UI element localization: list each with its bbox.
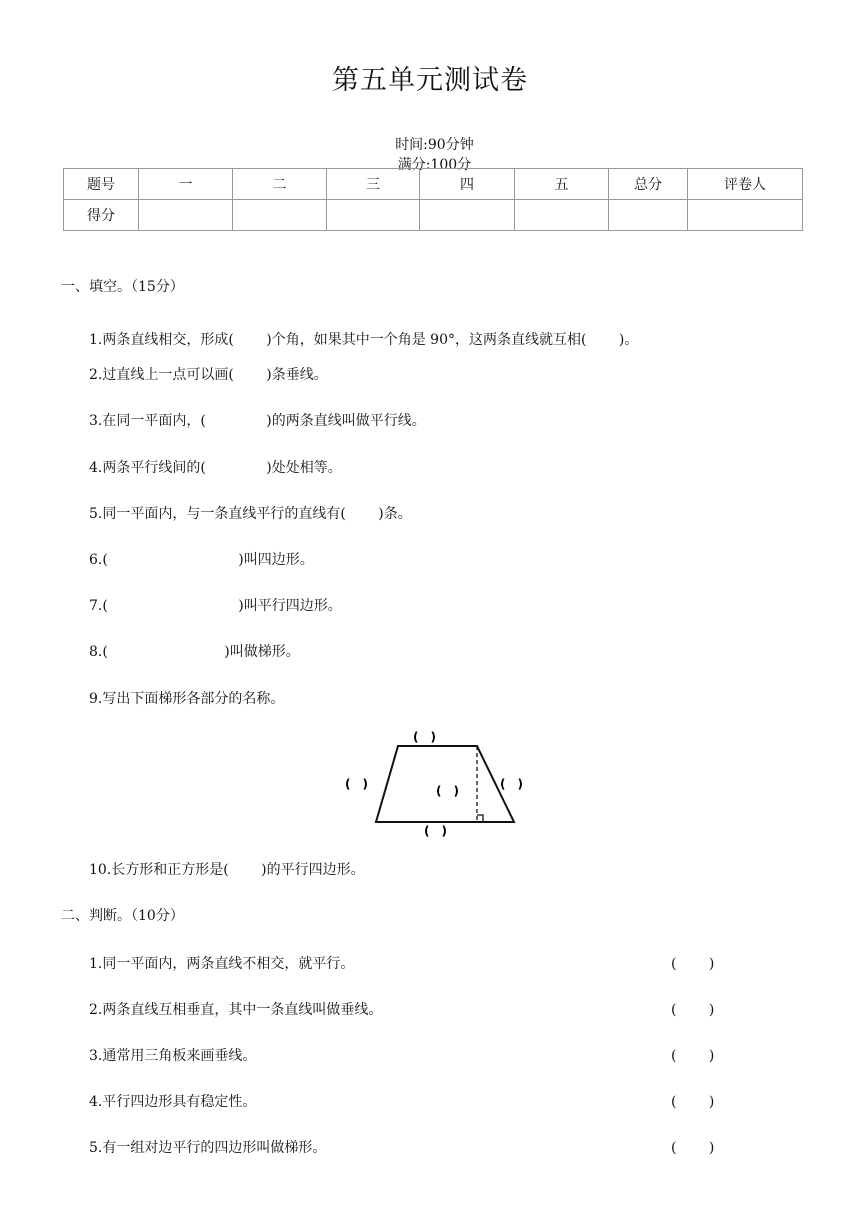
judge-item: 2.两条直线互相垂直，其中一条直线叫做垂线。 <box>89 1002 383 1018</box>
question-item: 7.( )叫平行四边形。 <box>89 598 342 614</box>
exam-meta <box>0 118 860 174</box>
answer-blank[interactable]: ( ) <box>671 1002 715 1018</box>
section-heading: 二、判断。（10分） <box>61 908 184 924</box>
right-angle-mark <box>477 815 483 822</box>
score-cell[interactable] <box>327 200 420 231</box>
judge-item: 3.通常用三角板来画垂线。 <box>89 1048 257 1064</box>
question-item: 6.( )叫四边形。 <box>89 552 314 568</box>
label-top-base: ( ) <box>413 730 436 744</box>
header-cell: 二 <box>233 169 327 200</box>
score-cell[interactable] <box>233 200 327 231</box>
section-heading: 一、填空。（15分） <box>61 279 184 295</box>
label-left-leg: ( ) <box>345 777 368 791</box>
trapezoid-diagram <box>340 724 550 840</box>
judge-item: 1.同一平面内，两条直线不相交，就平行。 <box>89 956 355 972</box>
question-item: 9.写出下面梯形各部分的名称。 <box>89 691 285 707</box>
header-cell: 总分 <box>609 169 688 200</box>
judge-item: 5.有一组对边平行的四边形叫做梯形。 <box>89 1140 327 1156</box>
exam-time: 时间:90分钟 <box>395 137 474 153</box>
row-label: 得分 <box>64 200 139 231</box>
answer-blank[interactable]: ( ) <box>671 1048 715 1064</box>
header-cell: 题号 <box>64 169 139 200</box>
header-cell: 一 <box>139 169 233 200</box>
score-cell[interactable] <box>515 200 609 231</box>
question-item: 8.( )叫做梯形。 <box>89 644 300 660</box>
question-item: 4.两条平行线间的( )处处相等。 <box>89 460 342 476</box>
score-cell[interactable] <box>609 200 688 231</box>
header-cell: 五 <box>515 169 609 200</box>
page-title: 第五单元测试卷 <box>332 65 528 96</box>
question-item: 3.在同一平面内，( )的两条直线叫做平行线。 <box>89 413 426 429</box>
header-cell: 评卷人 <box>688 169 803 200</box>
header-cell: 四 <box>420 169 515 200</box>
answer-blank[interactable]: ( ) <box>671 1094 715 1110</box>
label-height: ( ) <box>436 784 459 798</box>
score-cell[interactable] <box>420 200 515 231</box>
answer-blank[interactable]: ( ) <box>671 1140 715 1156</box>
exam-full-score: 满分:100分 <box>397 157 472 173</box>
answer-blank[interactable]: ( ) <box>671 956 715 972</box>
question-item: 1.两条直线相交，形成( )个角，如果其中一个角是 90°，这两条直线就互相( )。 <box>89 332 639 348</box>
question-item: 10.长方形和正方形是( )的平行四边形。 <box>89 862 365 878</box>
question-item: 5.同一平面内，与一条直线平行的直线有( )条。 <box>89 506 412 522</box>
score-table <box>63 168 803 231</box>
label-right-leg: ( ) <box>500 777 523 791</box>
score-cell[interactable] <box>688 200 803 231</box>
score-table-header-row <box>64 169 803 200</box>
header-cell: 三 <box>327 169 420 200</box>
question-item: 2.过直线上一点可以画( )条垂线。 <box>89 367 328 383</box>
score-cell[interactable] <box>139 200 233 231</box>
label-bottom-base: ( ) <box>424 824 447 838</box>
judge-item: 4.平行四边形具有稳定性。 <box>89 1094 257 1110</box>
score-table-score-row <box>64 200 803 231</box>
